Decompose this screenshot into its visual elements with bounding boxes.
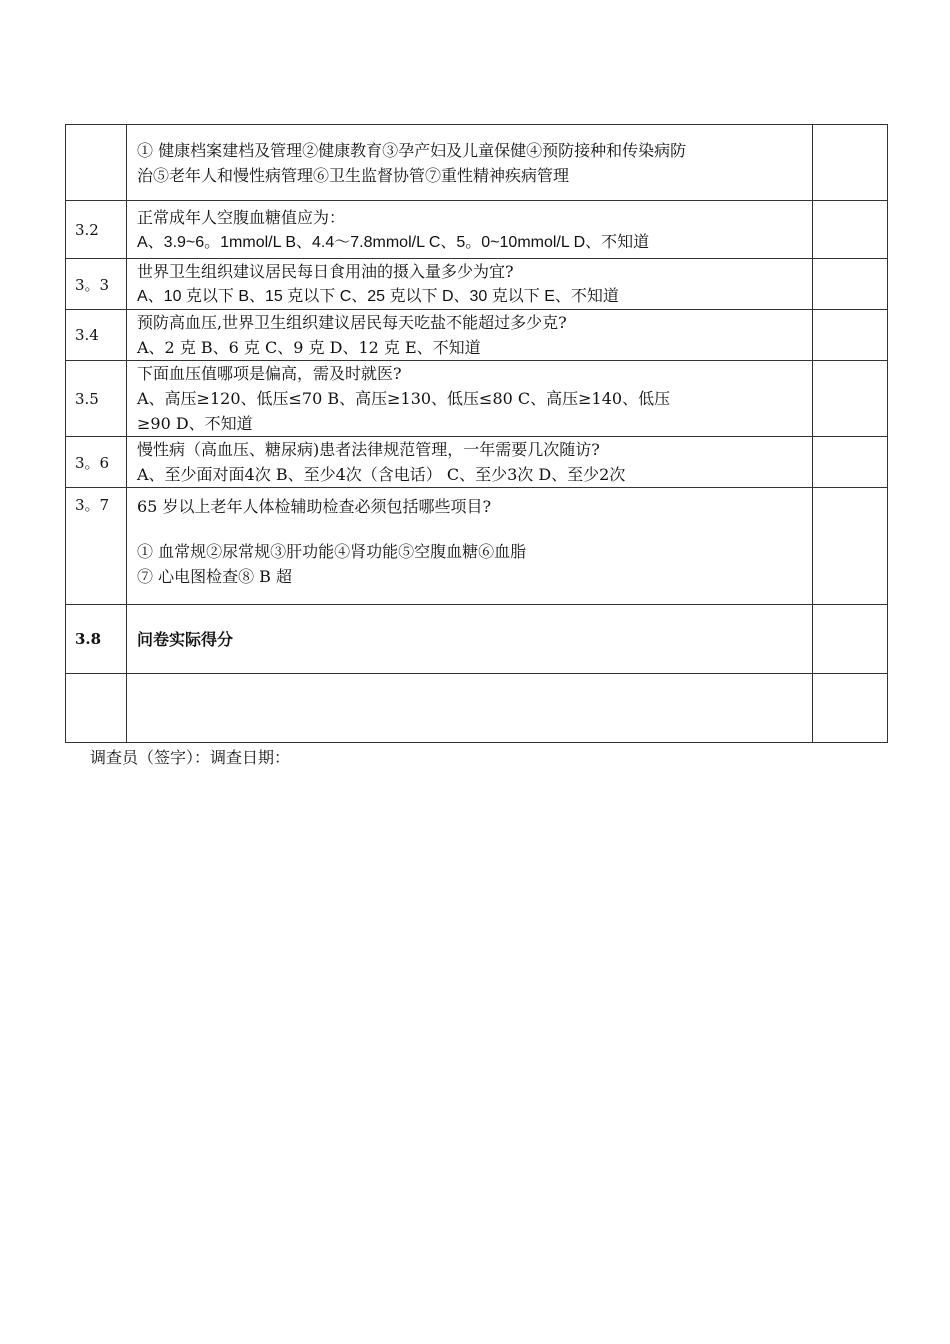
item-number: 3。6 xyxy=(66,437,127,488)
question-cell xyxy=(127,605,813,674)
question-text: 65 岁以上老年人体检辅助检查必须包括哪些项目? xyxy=(137,497,492,516)
item-number xyxy=(66,125,127,201)
question-text: 预防高血压,世界卫生组织建议居民每天吃盐不能超过多少克? xyxy=(137,313,567,332)
question-text: 世界卫生组织建议居民每日食用油的摄入量多少为宜? xyxy=(137,262,514,281)
table-row xyxy=(66,488,888,605)
answer-options: ⑦ 心电图检查⑧ B 超 xyxy=(137,567,293,586)
item-number: 3.8 xyxy=(66,605,127,674)
table-row xyxy=(66,437,888,488)
item-number: 3.5 xyxy=(66,361,127,437)
score-cell xyxy=(813,437,888,488)
question-line: ① 健康档案建档及管理②健康教育③孕产妇及儿童保健④预防接种和传染病防 xyxy=(137,140,687,160)
table-row xyxy=(66,125,888,201)
table-row xyxy=(66,361,888,437)
answer-options: A、至少面对面4次 B、至少4次（含电话） C、至少3次 D、至少2次 xyxy=(137,465,626,484)
item-number: 3.2 xyxy=(66,201,127,259)
question-text: 下面血压值哪项是偏高，需及时就医? xyxy=(137,364,402,383)
question-cell xyxy=(127,437,813,488)
question-cell xyxy=(127,259,813,310)
empty-cell xyxy=(127,674,813,743)
item-number: 3。3 xyxy=(66,259,127,310)
table-row xyxy=(66,674,888,743)
signature-date-line: 调查员（签字）：调查日期： xyxy=(90,748,291,767)
score-cell xyxy=(813,125,888,201)
score-cell xyxy=(813,605,888,674)
score-cell xyxy=(813,488,888,605)
empty-cell xyxy=(66,674,127,743)
table-row xyxy=(66,259,888,310)
item-number: 3。7 xyxy=(66,488,127,605)
question-cell xyxy=(127,201,813,259)
answer-options: ≥90 D、不知道 xyxy=(137,414,253,433)
answer-options: A、3.9~6。1mmol/L B、4.4～7.8mmol/L C、5。0~10mmol/L D、不知道 xyxy=(137,233,650,251)
table-row xyxy=(66,201,888,259)
answer-options: A、高压≥120、低压≤70 B、高压≥130、低压≤80 C、高压≥140、低压 xyxy=(137,389,671,408)
question-cell xyxy=(127,488,813,605)
table-row xyxy=(66,605,888,674)
score-cell xyxy=(813,361,888,437)
answer-options: ① 血常规②尿常规③肝功能④肾功能⑤空腹血糖⑥血脂 xyxy=(137,542,527,561)
survey-table xyxy=(65,124,888,743)
item-number: 3.4 xyxy=(66,310,127,361)
answer-options: A、2 克 B、6 克 C、9 克 D、12 克 E、不知道 xyxy=(137,338,481,357)
question-text: 正常成年人空腹血糖值应为： xyxy=(137,207,346,227)
answer-options: A、10 克以下 B、15 克以下 C、25 克以下 D、30 克以下 E、不知道 xyxy=(137,288,619,305)
question-text: 慢性病（高血压、糖尿病)患者法律规范管理，一年需要几次随访? xyxy=(137,440,600,459)
question-cell xyxy=(127,361,813,437)
question-line: 治⑤老年人和慢性病管理⑥卫生监督协管⑦重性精神疾病管理 xyxy=(137,165,570,185)
score-cell xyxy=(813,674,888,743)
question-cell xyxy=(127,125,813,201)
spacer xyxy=(137,519,806,539)
question-cell xyxy=(127,310,813,361)
score-label: 问卷实际得分 xyxy=(137,629,234,649)
score-cell xyxy=(813,259,888,310)
score-cell xyxy=(813,201,888,259)
score-cell xyxy=(813,310,888,361)
table-row xyxy=(66,310,888,361)
